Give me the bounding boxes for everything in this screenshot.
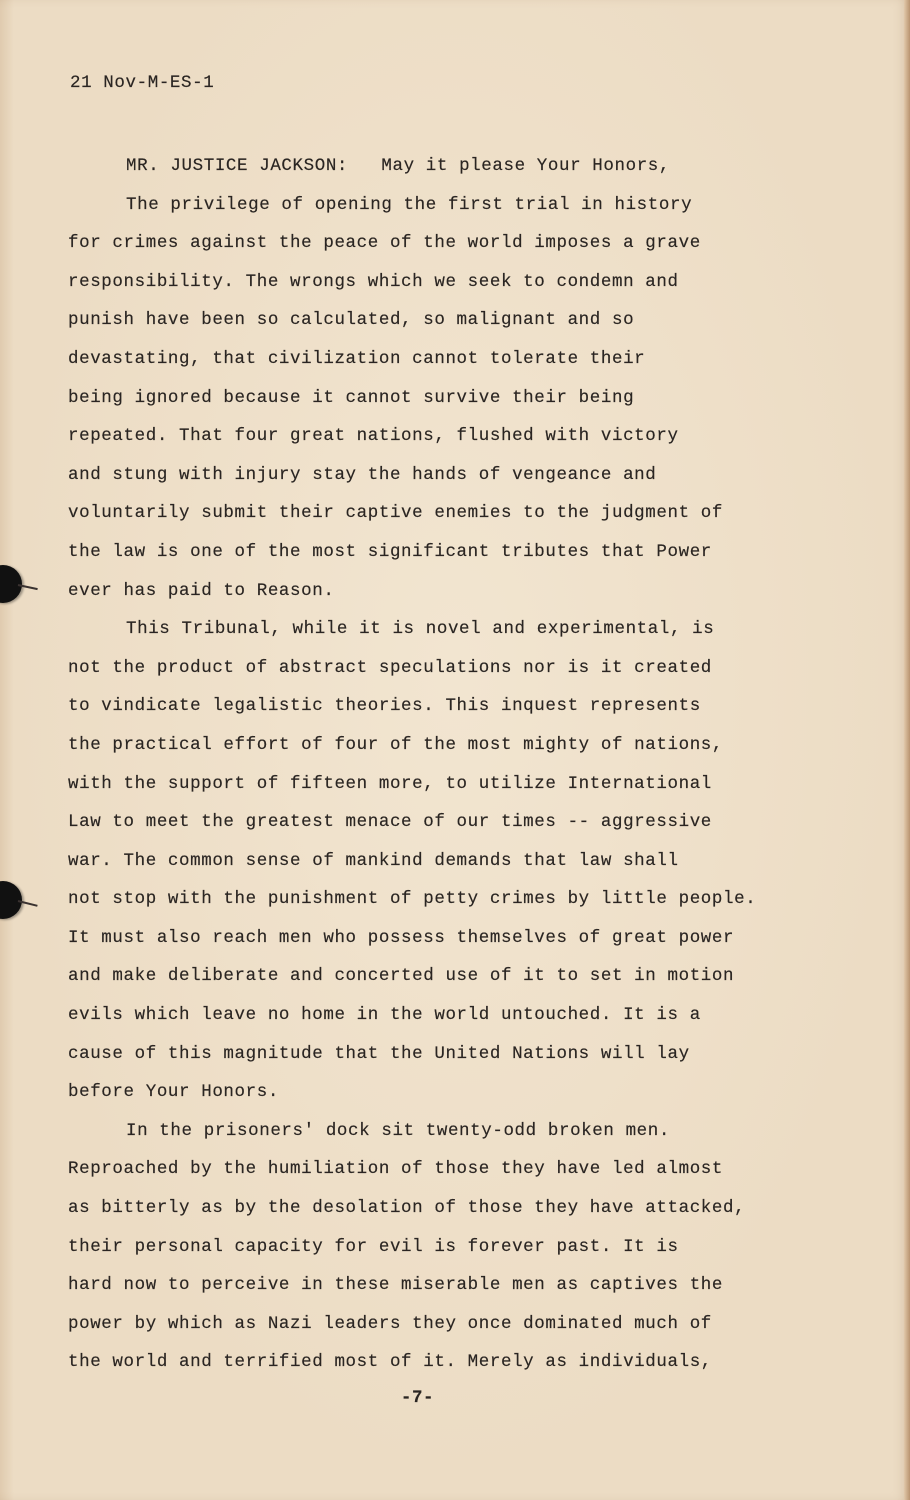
- text-line-content: their personal capacity for evil is forever past. It is: [68, 1236, 679, 1257]
- speaker-name: MR. JUSTICE JACKSON:: [126, 156, 349, 176]
- text-line-content: devastating, that civilization cannot tolerate their: [68, 348, 646, 369]
- text-line-content: as bitterly as by the desolation of those they have attacked,: [68, 1198, 746, 1219]
- text-line-content: and stung with injury stay the hands of vengeance and: [68, 464, 657, 485]
- text-line-content: for crimes against the peace of the world imposes a grave: [68, 233, 701, 254]
- text-line-content: and make deliberate and concerted use of it to set in motion: [68, 966, 735, 987]
- text-line: [68, 1266, 756, 1305]
- text-line: [68, 919, 756, 958]
- text-line-content: ever has paid to Reason.: [68, 580, 335, 601]
- text-line-content: before Your Honors.: [68, 1082, 279, 1103]
- text-line-content: war. The common sense of mankind demands that law shall: [68, 850, 679, 871]
- text-line: [68, 880, 756, 919]
- text-line: [68, 379, 756, 418]
- text-line: [68, 340, 756, 379]
- text-line-content: being ignored because it cannot survive their being: [68, 387, 635, 408]
- text-line: [68, 765, 756, 804]
- text-line-content: Reproached by the humiliation of those they have led almost: [68, 1159, 724, 1180]
- page-edge-shadow: [904, 0, 910, 1500]
- paragraphs: [68, 186, 756, 1382]
- salutation-address: May it please Your Honors,: [381, 156, 671, 176]
- text-line-content: Law to meet the greatest menace of our times -- aggressive: [68, 812, 712, 833]
- text-line-content: punish have been so calculated, so malignant and so: [68, 310, 635, 331]
- text-line: [68, 301, 756, 340]
- text-line: [68, 263, 756, 302]
- text-line-content: This Tribunal, while it is novel and experimental, is: [126, 619, 715, 640]
- text-line: [68, 649, 756, 688]
- text-line: [68, 417, 756, 456]
- text-line: [68, 1305, 756, 1344]
- text-line: [68, 186, 756, 225]
- text-line-content: It must also reach men who possess themselves of great power: [68, 927, 735, 948]
- text-line: [68, 456, 756, 495]
- text-line-content: hard now to perceive in these miserable men as captives the: [68, 1275, 724, 1296]
- text-line: [68, 572, 756, 611]
- text-line-content: responsibility. The wrongs which we seek to condemn and: [68, 271, 679, 292]
- text-line: [68, 842, 756, 881]
- page-number: -7-: [400, 1388, 435, 1408]
- text-line-content: the law is one of the most significant tributes that Power: [68, 541, 712, 562]
- text-line: [68, 996, 756, 1035]
- text-line-content: not stop with the punishment of petty crimes by little people.: [68, 889, 757, 910]
- text-line: [68, 533, 756, 572]
- text-line: [68, 1343, 756, 1382]
- text-line-content: with the support of fifteen more, to utilize International: [68, 773, 712, 794]
- text-line-content: to vindicate legalistic theories. This inquest represents: [68, 696, 701, 717]
- text-line: [68, 1150, 756, 1189]
- text-line: [68, 1073, 756, 1112]
- text-line: [68, 494, 756, 533]
- text-line: [68, 1112, 756, 1151]
- text-line: [68, 687, 756, 726]
- text-line-content: voluntarily submit their captive enemies to the judgment of: [68, 503, 724, 524]
- text-line-content: not the product of abstract speculations nor is it created: [68, 657, 712, 678]
- text-line-content: the world and terrified most of it. Merely as individuals,: [68, 1352, 712, 1373]
- transcript-body: [68, 147, 756, 1382]
- text-line: [68, 610, 756, 649]
- text-line: [68, 957, 756, 996]
- text-line-content: evils which leave no home in the world untouched. It is a: [68, 1005, 701, 1026]
- text-line-content: The privilege of opening the first trial in history: [126, 194, 693, 215]
- text-line: [68, 1035, 756, 1074]
- text-line: [68, 1228, 756, 1267]
- text-line-content: In the prisoners' dock sit twenty-odd broken men.: [126, 1120, 670, 1141]
- text-line-content: cause of this magnitude that the United Nations will lay: [68, 1043, 690, 1064]
- text-line-content: repeated. That four great nations, flushed with victory: [68, 426, 679, 447]
- document-code: 21 Nov-M-ES-1: [70, 73, 215, 93]
- text-line-content: power by which as Nazi leaders they once dominated much of: [68, 1313, 712, 1334]
- text-line: [68, 726, 756, 765]
- text-line-content: the practical effort of four of the most mighty of nations,: [68, 734, 724, 755]
- text-line: [68, 803, 756, 842]
- text-line: [68, 224, 756, 263]
- text-line: [68, 1189, 756, 1228]
- salutation-line: [68, 147, 756, 186]
